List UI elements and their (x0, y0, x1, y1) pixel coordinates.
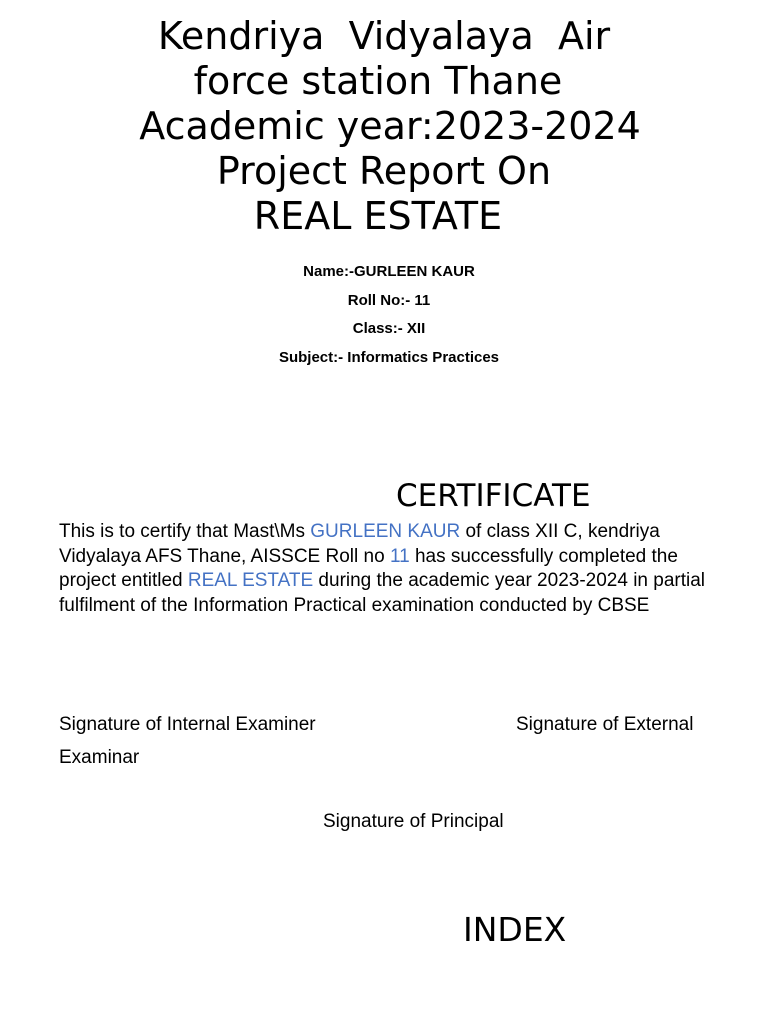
external-examiner-signature-cont: Examinar (59, 747, 140, 768)
student-class: Class:- XII (352, 320, 426, 338)
academic-year-line: Academic year:2023-2024 (127, 104, 641, 148)
student-subject: Subject:- Informatics Practices (278, 349, 500, 367)
certificate-text-part: has successfully completed the project entitled (59, 545, 678, 591)
certificate-heading: CERTIFICATE (396, 478, 591, 514)
report-on-line: Project Report On (216, 149, 552, 193)
external-examiner-signature: Signature of External (516, 714, 694, 735)
student-roll: Roll No:- 11 (347, 291, 431, 309)
certificate-text (59, 520, 724, 618)
student-info (0, 258, 768, 373)
certificate-project-title: REAL ESTATE (187, 570, 314, 591)
student-name: Name:-GURLEEN KAUR (303, 263, 475, 280)
index-heading: INDEX (463, 910, 567, 949)
certificate-text-part: This is to certify that Mast\Ms (59, 521, 311, 542)
station-line: force station Thane (193, 59, 575, 103)
certificate-student-name: GURLEEN KAUR (310, 521, 461, 542)
certificate-text-part: of class XII C, kendriya Vidyalaya AFS Thane, AISSCE Roll no (59, 521, 660, 567)
project-title-line: REAL ESTATE (253, 194, 515, 238)
school-name-line: Kendriya Vidyalaya Air (157, 14, 611, 58)
certificate-roll-no: 11 (389, 545, 410, 567)
internal-examiner-signature: Signature of Internal Examiner (59, 714, 316, 735)
page-title (0, 14, 768, 239)
principal-signature: Signature of Principal (323, 811, 504, 832)
certificate-text-part: during the academic year 2023-2024 in partial fulfilment of the Information Practical examination conducted by CBSE (59, 570, 706, 616)
